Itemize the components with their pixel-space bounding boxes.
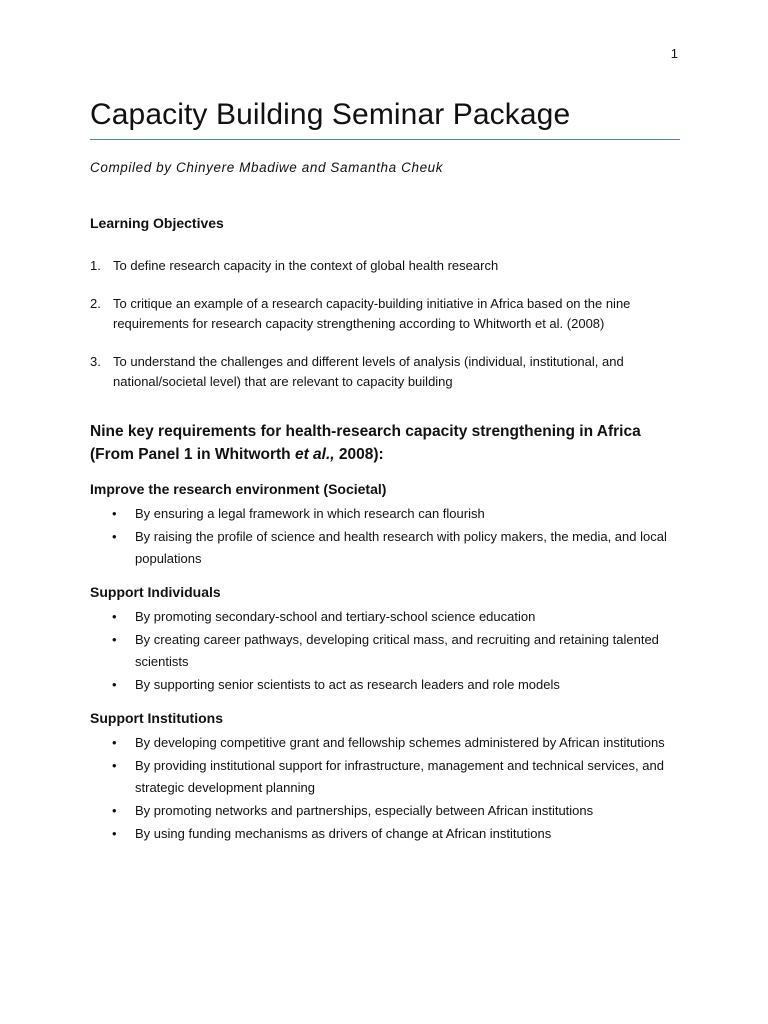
list-item-text: By providing institutional support for infrastructure, management and technical services, and strategic development planning xyxy=(135,758,664,795)
bullet-icon: • xyxy=(112,803,117,818)
learning-objectives-list xyxy=(90,256,680,410)
list-item xyxy=(90,503,675,525)
page-number: 1 xyxy=(670,46,678,61)
objective-number: 3. xyxy=(90,354,101,369)
requirements-heading xyxy=(90,420,690,466)
list-item-text: By creating career pathways, developing critical mass, and recruiting and retaining talented scientists xyxy=(135,632,659,669)
objective-number: 2. xyxy=(90,296,101,311)
group-heading: Support Institutions xyxy=(90,710,223,726)
requirement-group-individuals xyxy=(90,582,690,697)
bullet-list xyxy=(90,606,690,696)
list-item xyxy=(90,606,675,628)
group-heading: Support Individuals xyxy=(90,584,221,600)
requirement-group-institutions xyxy=(90,708,690,846)
objective-item xyxy=(90,352,680,392)
objective-text: To critique an example of a research capacity-building initiative in Africa based on the nine requirements for research capacity strengthening according to Whitworth et al. (2008) xyxy=(113,296,631,331)
list-item-text: By promoting networks and partnerships, especially between African institutions xyxy=(135,803,594,818)
bullet-icon: • xyxy=(112,677,117,692)
list-item-text: By developing competitive grant and fellowship schemes administered by African institutions xyxy=(135,735,665,750)
objective-number: 1. xyxy=(90,258,101,273)
requirement-group-societal xyxy=(90,479,690,571)
group-heading: Improve the research environment (Societal) xyxy=(90,481,387,497)
list-item-text: By supporting senior scientists to act as research leaders and role models xyxy=(135,677,560,692)
document-title: Capacity Building Seminar Package xyxy=(90,98,571,131)
requirements-heading-line2-prefix: (From Panel 1 in Whitworth xyxy=(90,446,295,463)
bullet-list xyxy=(90,732,690,845)
list-item xyxy=(90,526,675,570)
bullet-icon: • xyxy=(112,529,117,544)
requirements-heading-line2-suffix: 2008): xyxy=(334,446,384,463)
requirements-heading-et-al: et al., xyxy=(294,446,335,463)
list-item xyxy=(90,755,675,799)
learning-objectives-heading: Learning Objectives xyxy=(90,215,224,231)
title-underline-rule xyxy=(90,139,680,140)
bullet-icon: • xyxy=(112,632,117,647)
bullet-icon: • xyxy=(112,506,117,521)
list-item xyxy=(90,674,675,696)
list-item xyxy=(90,823,675,845)
compiled-by-line: Compiled by Chinyere Mbadiwe and Samantha Cheuk xyxy=(90,160,444,175)
requirements-heading-line1: Nine key requirements for health-research capacity strengthening in Africa xyxy=(90,423,641,440)
objective-item xyxy=(90,256,680,276)
bullet-icon: • xyxy=(112,758,117,773)
objective-item xyxy=(90,294,680,334)
bullet-list xyxy=(90,503,690,570)
list-item xyxy=(90,629,675,673)
bullet-icon: • xyxy=(112,826,117,841)
list-item xyxy=(90,800,675,822)
list-item-text: By using funding mechanisms as drivers of change at African institutions xyxy=(135,826,552,841)
list-item-text: By ensuring a legal framework in which research can flourish xyxy=(135,506,485,521)
bullet-icon: • xyxy=(112,609,117,624)
list-item-text: By raising the profile of science and health research with policy makers, the media, and local populations xyxy=(135,529,667,566)
list-item xyxy=(90,732,675,754)
list-item-text: By promoting secondary-school and tertiary-school science education xyxy=(135,609,536,624)
bullet-icon: • xyxy=(112,735,117,750)
objective-text: To define research capacity in the context of global health research xyxy=(113,258,499,273)
objective-text: To understand the challenges and different levels of analysis (individual, institutional, and national/societal level) that are relevant to capacity building xyxy=(113,354,624,389)
